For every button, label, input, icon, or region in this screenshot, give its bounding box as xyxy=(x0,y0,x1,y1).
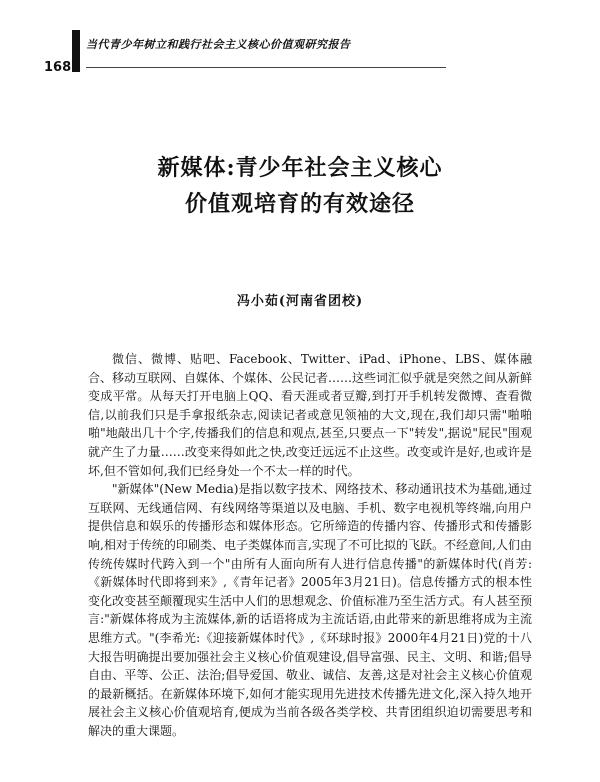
article-body xyxy=(88,350,532,740)
header-rule xyxy=(86,67,446,68)
title-line-2: 价值观培育的有效途径 xyxy=(184,191,415,217)
paragraph: "新媒体"(New Media)是指以数字技术、网络技术、移动通讯技术为基础,通过互联网、无线通信网、有线网络等渠道以及电脑、手机、数字电视机等终端,向用户提供信息和娱乐的传播形态和媒体形态。它所缔造的传播内容、传播形式和传播影响,相对于传统的印刷类、电子类媒体而言,实现了不可比拟的飞跃。不经意间,人们由传统传媒时代跨入到一个"由所有人面向所有人进行信息传播"的新媒体时代(肖芳:《新媒体时代即将到来》,《青年记者》2005年3月21日)。信息传播方式的根本性变化改变甚至颠覆现实生活中人们的思想观念、价值标准乃至生活方式。有人甚至预言:"新媒体将成为主流媒体,新的话语将成为主流话语,由此带来的新思维将成为主流思维方式。"(李希光:《迎接新媒体时代》,《环球时报》2000年4月21日)党的十八大报告明确提出要加强社会主义核心价值观建设,倡导富强、民主、文明、和谐;倡导自由、平等、公正、法治;倡导爱国、敬业、诚信、友善,这是对社会主义核心价值观的最新概括。在新媒体环境下,如何才能实现用先进技术传播先进文化,深入持久地开展社会主义核心价值观培育,便成为当前各级各类学校、共青团组织迫切需要思考和解决的重大课题。 xyxy=(88,482,533,738)
article-title xyxy=(0,150,600,222)
running-head: 当代青少年树立和践行社会主义核心价值观研究报告 xyxy=(86,38,351,51)
author-line: 冯小茹(河南省团校) xyxy=(236,294,364,309)
paragraph: 微信、微博、贴吧、Facebook、Twitter、iPad、iPhone、LBS、媒体融合、移动互联网、自媒体、个媒体、公民记者……这些词汇似乎就是突然之间从新鲜变成平常。从每天打开电脑上QQ、看天涯或者豆瓣,到打开手机转发微博、查看微信,以前我们只是手拿报纸杂志,阅读记者或意见领袖的大文,现在,我们却只需"啪啪啪"地敲出几十个字,传播我们的信息和观点,甚至,只要点一下"转发",据说"屁民"围观就产生了力量……改变来得如此之快,改变迁远远不止这些。改变或许是好,也或许是坏,但不管如何,我们已经身处一个不太一样的时代。 xyxy=(88,352,533,478)
header-marker-bar xyxy=(72,30,80,72)
page-number: 168 xyxy=(44,60,72,75)
title-line-1: 新媒体:青少年社会主义核心 xyxy=(157,155,443,181)
